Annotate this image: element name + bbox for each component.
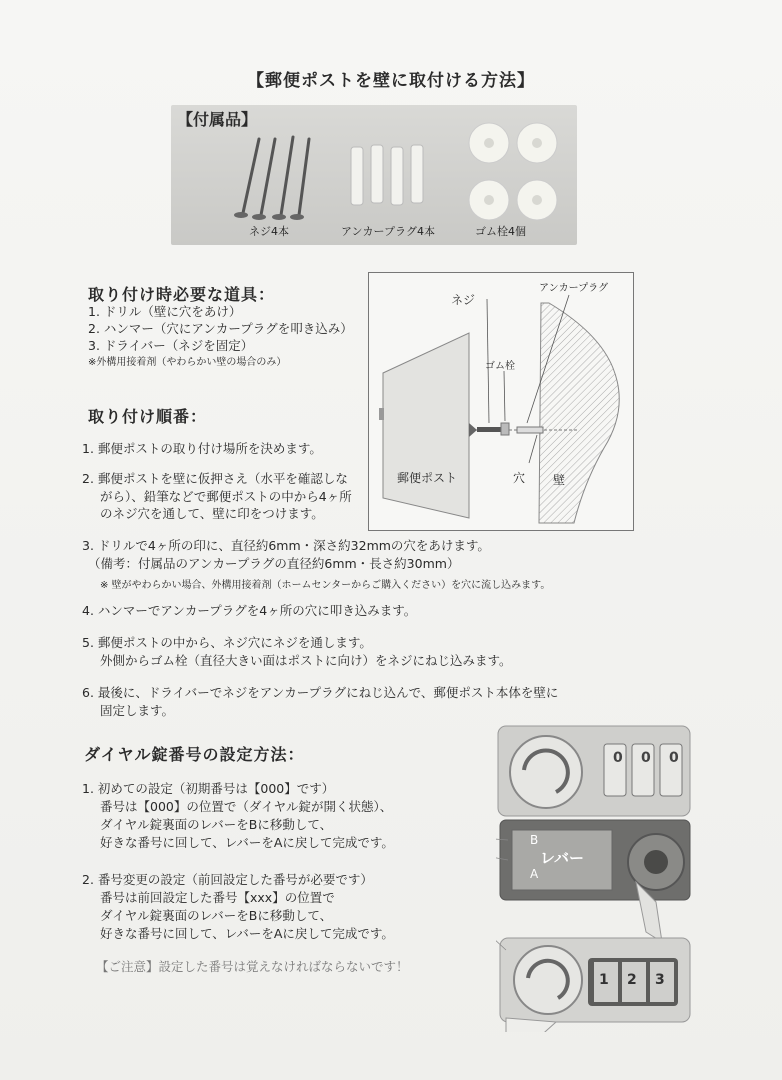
diagram-wall-label: 壁 (553, 473, 566, 487)
step-3-line: （備考：付属品のアンカープラグの直径約6mm・長さ約30mm） (88, 556, 460, 571)
diagram-post-label: 郵便ポスト (397, 471, 458, 485)
step-3-note: ※ 壁がやわらかい場合、外構用接着剤（ホームセンターからご購入ください）を穴に流し込みます。 (100, 580, 551, 591)
lock-b-label: B (530, 833, 539, 847)
dial-first-line: 1. 初めての設定（初期番号は【000】です） (82, 781, 335, 796)
step-5-line: 5. 郵便ポストの中から、ネジ穴にネジを通します。 (82, 635, 372, 650)
accessories-photo (171, 105, 577, 245)
step-6-line: 固定します。 (100, 703, 175, 718)
step-6-line: 6. 最後に、ドライバーでネジをアンカープラグにねじ込んで、郵便ポスト本体を壁に (82, 685, 559, 700)
dial-digit: 2 (627, 972, 637, 988)
tools-heading: 取り付け時必要な道具： (88, 285, 276, 304)
step-2-line: がら）、鉛筆などで郵便ポストの中から4ヶ所 (100, 489, 352, 504)
lock-lever-label: レバー (540, 849, 584, 867)
dial-change-line: 2. 番号変更の設定（前回設定した番号が必要です） (82, 872, 373, 887)
dial-digit: 0 (641, 750, 651, 766)
page-title: 【郵便ポストを壁に取付ける方法】 (247, 71, 535, 91)
installation-diagram (368, 272, 634, 531)
tool-item: 2. ハンマー（穴にアンカープラグを叩き込み） (88, 321, 353, 336)
step-2-line: のネジ穴を通して、壁に印をつけます。 (100, 506, 324, 521)
accessories-heading: 【付属品】 (177, 110, 258, 129)
diagram-illustration (369, 273, 633, 530)
dial-first-line: 好きな番号に回して、レバーをAに戻して完成です。 (100, 835, 394, 850)
diagram-hole-label: 穴 (513, 471, 526, 485)
anchor-plugs-label: アンカープラグ4本 (341, 225, 436, 238)
dial-heading: ダイヤル錠番号の設定方法： (84, 745, 305, 764)
tool-item: 3. ドライバー（ネジを固定） (88, 338, 254, 353)
step-4: 4. ハンマーでアンカープラグを4ヶ所の穴に叩き込みます。 (82, 603, 417, 618)
dial-change-line: ダイヤル錠裏面のレバーをBに移動して、 (100, 908, 333, 923)
step-5-line: 外側からゴム栓（直径大きい面はポストに向け）をネジにねじ込みます。 (100, 653, 512, 668)
dial-digit: 0 (669, 750, 679, 766)
step-2-line: 2. 郵便ポストを壁に仮押さえ（水平を確認しな (82, 471, 348, 486)
tools-note: ※外構用接着剤（やわらかい壁の場合のみ） (88, 357, 287, 368)
dial-change-line: 好きな番号に回して、レバーをAに戻して完成です。 (100, 926, 394, 941)
dial-digit: 3 (655, 972, 665, 988)
dial-lock-photos (496, 722, 696, 1032)
diagram-anchor-label: アンカープラグ (539, 283, 609, 294)
dial-digit: 0 (613, 750, 623, 766)
dial-digit: 1 (599, 972, 609, 988)
step-1: 1. 郵便ポストの取り付け場所を決めます。 (82, 441, 322, 456)
screws-label: ネジ4本 (249, 225, 289, 238)
diagram-screw-label: ネジ (451, 293, 476, 307)
rubber-caps-label: ゴム栓4個 (475, 225, 526, 238)
caution-text: 【ご注意】設定した番号は覚えなければならないです！ (96, 959, 409, 974)
step-3-line: 3. ドリルで4ヶ所の印に、直径約6mm・深さ約32mmの穴をあけます。 (82, 538, 490, 553)
dial-change-line: 番号は前回設定した番号【xxx】の位置で (100, 890, 335, 905)
diagram-cap-label: ゴム栓 (485, 361, 515, 372)
steps-heading: 取り付け順番： (88, 407, 208, 426)
dial-first-line: ダイヤル錠裏面のレバーをBに移動して、 (100, 817, 333, 832)
lock-a-label: A (530, 867, 539, 881)
dial-first-line: 番号は【000】の位置で（ダイヤル錠が開く状態）、 (100, 799, 393, 814)
tool-item: 1. ドリル（壁に穴をあけ） (88, 304, 242, 319)
